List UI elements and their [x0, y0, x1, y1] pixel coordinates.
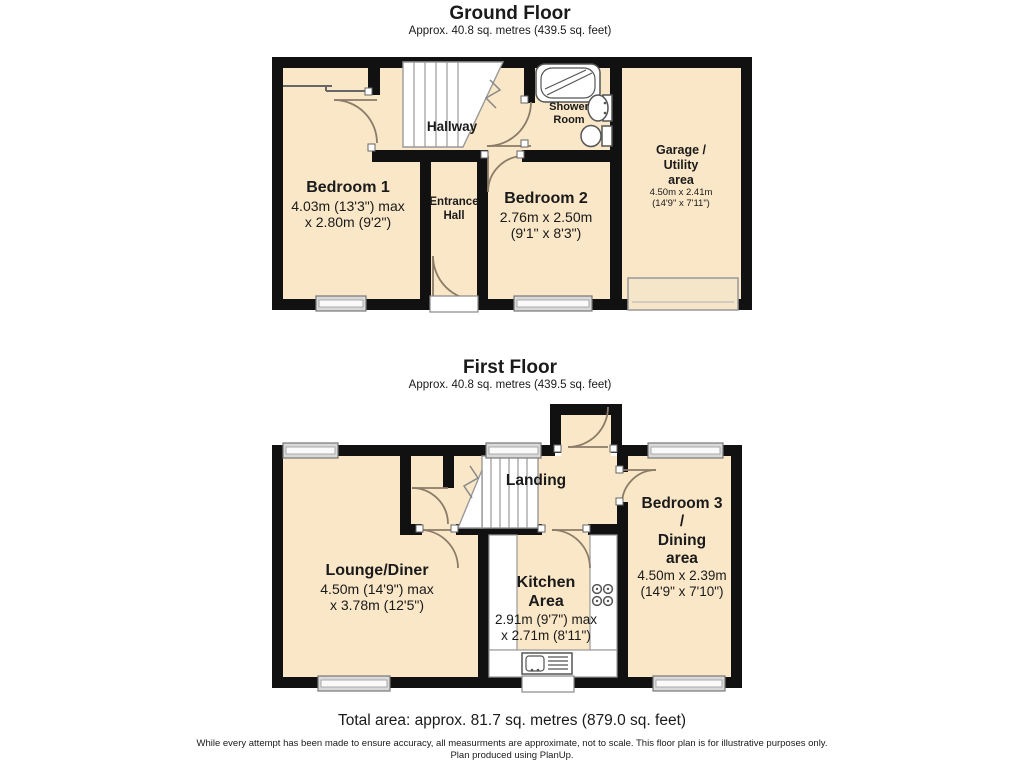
room-label-entrance-hall [429, 196, 478, 223]
bedroom2-dim2: (9'1" x 8'3") [510, 225, 582, 242]
kitchen-dim2: x 2.71m (8'11") [501, 627, 591, 643]
room-label-bedroom1 [291, 179, 404, 231]
room-label-lounge [320, 562, 433, 614]
garage-line1: Garage / [655, 143, 707, 157]
basin-icon [588, 95, 612, 121]
window-bedroom2 [514, 296, 592, 311]
window-lounge-top [283, 443, 338, 458]
kitchen-dim1: 2.91m (9'7") max [495, 611, 597, 627]
room-label-hallway: Hallway [426, 119, 478, 134]
room-label-kitchen [495, 574, 597, 644]
window-bedroom1 [316, 296, 366, 311]
garage-door-icon [628, 278, 738, 310]
room-label-bedroom3 [637, 495, 726, 600]
toilet-icon [581, 126, 612, 147]
bedroom2-dim1: 2.76m x 2.50m [499, 208, 593, 225]
entrance-hall-line2: Hall [443, 209, 465, 222]
garage-line3: area [668, 172, 694, 187]
kitchen-sink-icon [522, 653, 572, 674]
garage-dim1: 4.50m x 2.41m [649, 187, 713, 199]
front-door-icon [430, 296, 478, 312]
lounge-dim2: x 3.78m (12'5") [329, 597, 424, 614]
bedroom1-dim2: x 2.80m (9'2") [304, 214, 392, 231]
bedroom3-line3: Dining [657, 531, 707, 549]
garage-dim2: (14'9" x 7'11") [652, 198, 710, 210]
ground-floor-title: Ground Floor [449, 3, 571, 24]
bedroom3-line2: / [679, 513, 685, 531]
window-bedroom3-bottom [653, 676, 725, 691]
bath-icon [536, 64, 600, 102]
bedroom2-name: Bedroom 2 [504, 190, 588, 207]
kitchen-line2: Area [528, 592, 564, 610]
bedroom3-dim1: 4.50m x 2.39m [637, 568, 727, 584]
window-landing [486, 443, 541, 458]
bedroom1-dim1: 4.03m (13'3") max [291, 197, 405, 214]
total-area-text: Total area: approx. 81.7 sq. metres (879.0 sq. feet) [337, 712, 687, 729]
room-label-garage [650, 143, 713, 210]
room-label-landing: Landing [505, 472, 567, 489]
bedroom3-line4: area [666, 549, 698, 567]
stair-bump-area [561, 415, 611, 457]
kitchen-line1: Kitchen [516, 574, 576, 591]
bedroom1-name: Bedroom 1 [306, 179, 390, 196]
bedroom3-line1: Bedroom 3 [641, 495, 723, 512]
disclaimer-line1: While every attempt has been made to ensure accuracy, all measurments are approximate, not to scale. This floor plan is for illustrative purposes only. [196, 738, 828, 749]
bedroom3-dim2: (14'9" x 7'10") [640, 584, 724, 600]
room-label-bedroom2 [500, 190, 593, 242]
room-label-shower-room [549, 101, 589, 127]
lounge-name: Lounge/Diner [325, 562, 429, 579]
garage-line2: Utility [663, 157, 699, 172]
disclaimer-line2: Plan produced using PlanUp. [450, 750, 574, 761]
window-bedroom3-top [648, 443, 723, 458]
shower-room-line1: Shower [549, 101, 589, 113]
first-floor-title: First Floor [463, 357, 557, 378]
first-floor-area: Approx. 40.8 sq. metres (439.5 sq. feet) [408, 379, 612, 391]
lounge-dim1: 4.50m (14'9") max [320, 580, 434, 597]
entrance-hall-line1: Entrance [429, 196, 479, 208]
window-kitchen [522, 676, 574, 692]
shower-room-line2: Room [553, 113, 585, 126]
window-lounge-bottom [318, 676, 390, 691]
ground-floor-area: Approx. 40.8 sq. metres (439.5 sq. feet) [408, 25, 612, 37]
